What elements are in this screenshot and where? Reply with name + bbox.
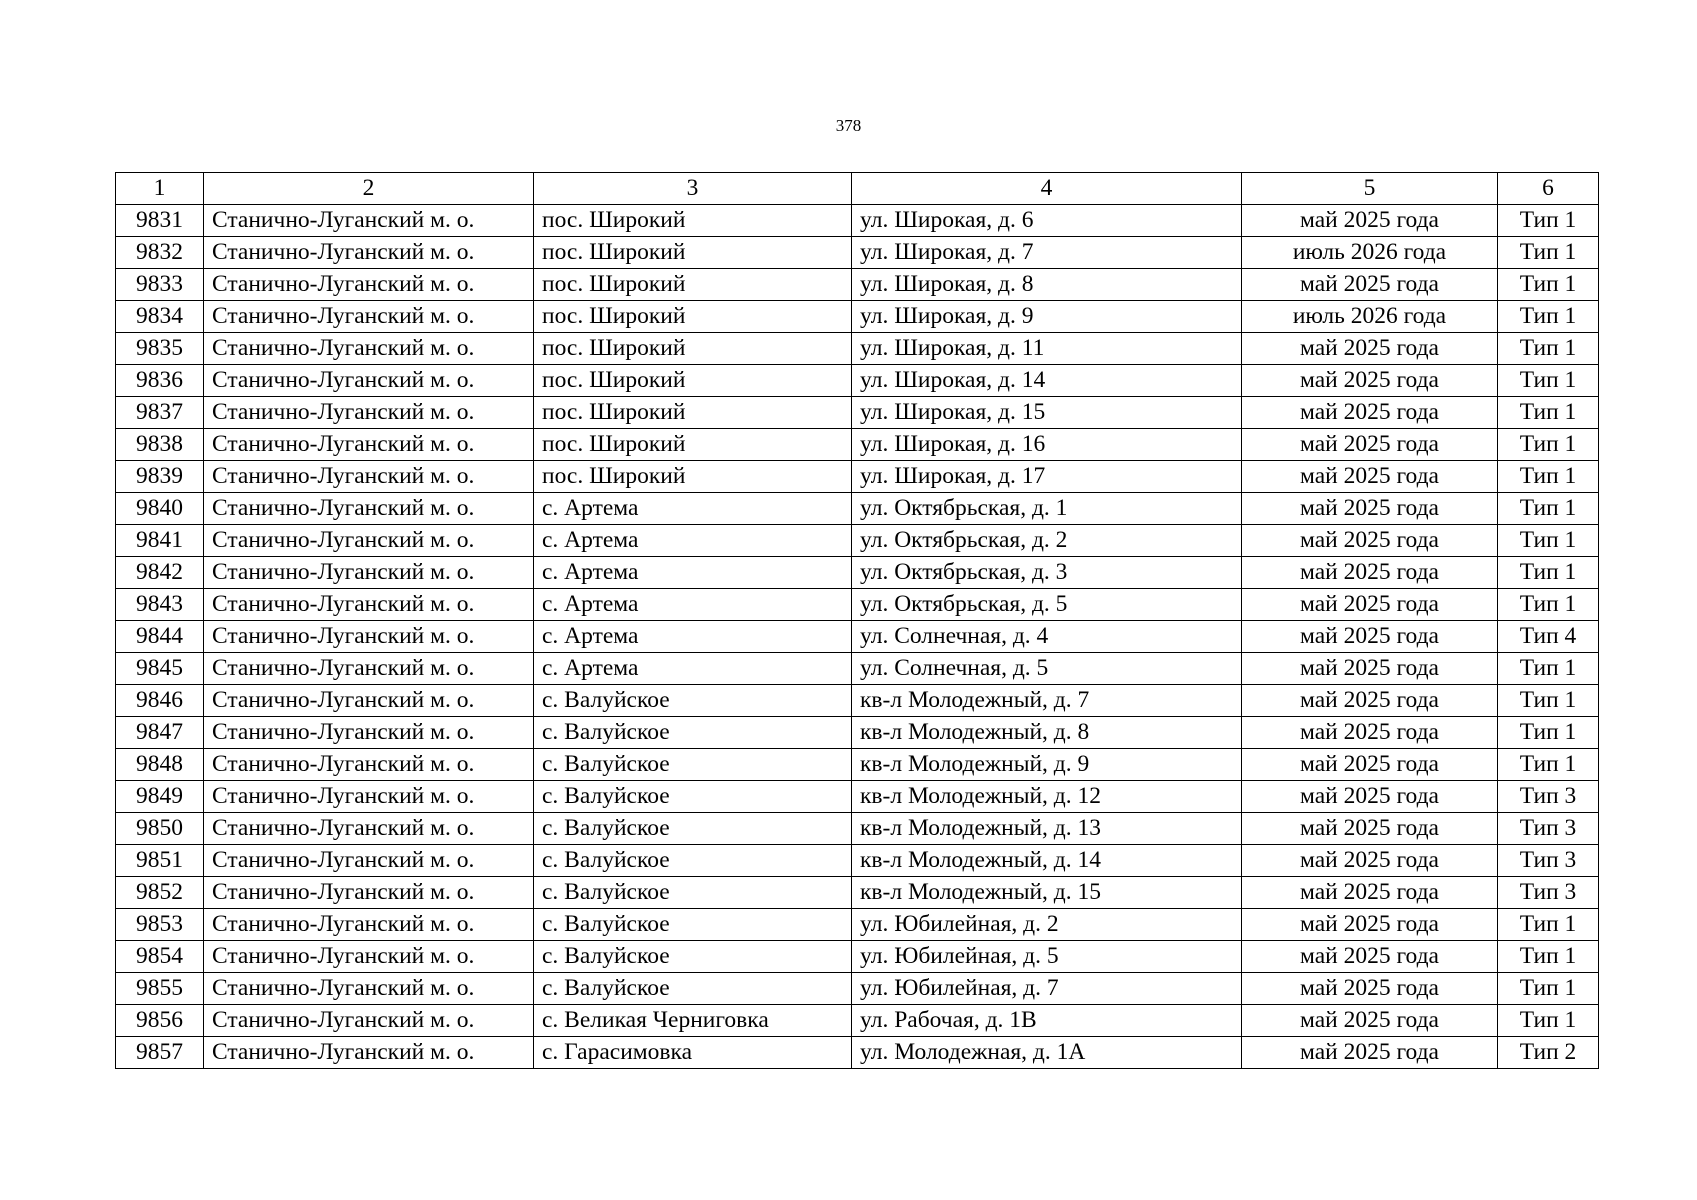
date-cell: май 2025 года	[1242, 749, 1498, 781]
type-cell: Тип 3	[1498, 845, 1599, 877]
row-number-cell: 9837	[116, 397, 204, 429]
table-row	[116, 333, 1599, 365]
row-number-cell: 9843	[116, 589, 204, 621]
address-cell: ул. Рабочая, д. 1В	[852, 1005, 1242, 1037]
settlement-cell: с. Валуйское	[534, 781, 852, 813]
settlement-cell: с. Валуйское	[534, 909, 852, 941]
settlement-cell: пос. Широкий	[534, 205, 852, 237]
table-row	[116, 973, 1599, 1005]
table-header-row	[116, 173, 1599, 205]
municipality-cell: Станично-Луганский м. о.	[204, 205, 534, 237]
municipality-cell: Станично-Луганский м. о.	[204, 589, 534, 621]
page-number: 378	[835, 116, 862, 135]
type-cell: Тип 1	[1498, 909, 1599, 941]
address-cell: кв-л Молодежный, д. 8	[852, 717, 1242, 749]
type-cell: Тип 1	[1498, 493, 1599, 525]
table-row	[116, 749, 1599, 781]
table-row	[116, 589, 1599, 621]
settlement-cell: с. Валуйское	[534, 877, 852, 909]
table-row	[116, 301, 1599, 333]
row-number-cell: 9855	[116, 973, 204, 1005]
column-header-3: 3	[534, 173, 852, 205]
settlement-cell: с. Артема	[534, 589, 852, 621]
date-cell: май 2025 года	[1242, 333, 1498, 365]
date-cell: май 2025 года	[1242, 685, 1498, 717]
type-cell: Тип 1	[1498, 973, 1599, 1005]
row-number-cell: 9835	[116, 333, 204, 365]
row-number-cell: 9844	[116, 621, 204, 653]
address-cell: ул. Юбилейная, д. 7	[852, 973, 1242, 1005]
table-row	[116, 237, 1599, 269]
table-row	[116, 941, 1599, 973]
municipality-cell: Станично-Луганский м. о.	[204, 813, 534, 845]
date-cell: май 2025 года	[1242, 877, 1498, 909]
date-cell: май 2025 года	[1242, 365, 1498, 397]
settlement-cell: пос. Широкий	[534, 365, 852, 397]
settlement-cell: с. Валуйское	[534, 813, 852, 845]
type-cell: Тип 3	[1498, 781, 1599, 813]
table-row	[116, 493, 1599, 525]
date-cell: май 2025 года	[1242, 557, 1498, 589]
address-cell: ул. Октябрьская, д. 1	[852, 493, 1242, 525]
table-row	[116, 205, 1599, 237]
type-cell: Тип 1	[1498, 589, 1599, 621]
municipality-cell: Станично-Луганский м. о.	[204, 429, 534, 461]
address-cell: кв-л Молодежный, д. 7	[852, 685, 1242, 717]
settlement-cell: с. Валуйское	[534, 973, 852, 1005]
row-number-cell: 9839	[116, 461, 204, 493]
row-number-cell: 9840	[116, 493, 204, 525]
type-cell: Тип 1	[1498, 717, 1599, 749]
date-cell: май 2025 года	[1242, 461, 1498, 493]
address-cell: ул. Октябрьская, д. 5	[852, 589, 1242, 621]
municipality-cell: Станично-Луганский м. о.	[204, 333, 534, 365]
table-row	[116, 365, 1599, 397]
table-row	[116, 717, 1599, 749]
address-cell: ул. Широкая, д. 6	[852, 205, 1242, 237]
type-cell: Тип 1	[1498, 749, 1599, 781]
municipality-cell: Станично-Луганский м. о.	[204, 909, 534, 941]
type-cell: Тип 1	[1498, 333, 1599, 365]
table-row	[116, 845, 1599, 877]
address-cell: ул. Солнечная, д. 4	[852, 621, 1242, 653]
municipality-cell: Станично-Луганский м. о.	[204, 941, 534, 973]
date-cell: май 2025 года	[1242, 781, 1498, 813]
address-cell: кв-л Молодежный, д. 12	[852, 781, 1242, 813]
settlement-cell: пос. Широкий	[534, 269, 852, 301]
table-row	[116, 269, 1599, 301]
table-row	[116, 909, 1599, 941]
date-cell: май 2025 года	[1242, 525, 1498, 557]
date-cell: май 2025 года	[1242, 941, 1498, 973]
municipality-cell: Станично-Луганский м. о.	[204, 621, 534, 653]
address-cell: кв-л Молодежный, д. 14	[852, 845, 1242, 877]
row-number-cell: 9846	[116, 685, 204, 717]
type-cell: Тип 1	[1498, 301, 1599, 333]
settlement-cell: пос. Широкий	[534, 333, 852, 365]
type-cell: Тип 1	[1498, 685, 1599, 717]
address-cell: ул. Широкая, д. 9	[852, 301, 1242, 333]
municipality-cell: Станично-Луганский м. о.	[204, 461, 534, 493]
settlement-cell: пос. Широкий	[534, 461, 852, 493]
address-cell: ул. Широкая, д. 7	[852, 237, 1242, 269]
address-cell: кв-л Молодежный, д. 15	[852, 877, 1242, 909]
settlement-cell: с. Артема	[534, 557, 852, 589]
municipality-cell: Станично-Луганский м. о.	[204, 269, 534, 301]
municipality-cell: Станично-Луганский м. о.	[204, 877, 534, 909]
row-number-cell: 9857	[116, 1037, 204, 1069]
date-cell: май 2025 года	[1242, 909, 1498, 941]
table-body	[116, 173, 1599, 1069]
address-cell: ул. Молодежная, д. 1А	[852, 1037, 1242, 1069]
municipality-cell: Станично-Луганский м. о.	[204, 365, 534, 397]
row-number-cell: 9832	[116, 237, 204, 269]
address-cell: ул. Широкая, д. 16	[852, 429, 1242, 461]
column-header-4: 4	[852, 173, 1242, 205]
column-header-6: 6	[1498, 173, 1599, 205]
municipality-cell: Станично-Луганский м. о.	[204, 781, 534, 813]
municipality-cell: Станично-Луганский м. о.	[204, 653, 534, 685]
row-number-cell: 9842	[116, 557, 204, 589]
settlement-cell: с. Артема	[534, 493, 852, 525]
municipality-cell: Станично-Луганский м. о.	[204, 397, 534, 429]
date-cell: май 2025 года	[1242, 1037, 1498, 1069]
row-number-cell: 9831	[116, 205, 204, 237]
address-cell: ул. Юбилейная, д. 5	[852, 941, 1242, 973]
row-number-cell: 9847	[116, 717, 204, 749]
settlement-cell: с. Гарасимовка	[534, 1037, 852, 1069]
type-cell: Тип 4	[1498, 621, 1599, 653]
row-number-cell: 9834	[116, 301, 204, 333]
type-cell: Тип 1	[1498, 1005, 1599, 1037]
date-cell: май 2025 года	[1242, 269, 1498, 301]
settlement-cell: с. Артема	[534, 621, 852, 653]
date-cell: май 2025 года	[1242, 429, 1498, 461]
row-number-cell: 9845	[116, 653, 204, 685]
settlement-cell: пос. Широкий	[534, 429, 852, 461]
settlement-cell: пос. Широкий	[534, 397, 852, 429]
type-cell: Тип 1	[1498, 269, 1599, 301]
type-cell: Тип 3	[1498, 877, 1599, 909]
municipality-cell: Станично-Луганский м. о.	[204, 1005, 534, 1037]
type-cell: Тип 1	[1498, 429, 1599, 461]
municipality-cell: Станично-Луганский м. о.	[204, 525, 534, 557]
date-cell: май 2025 года	[1242, 621, 1498, 653]
municipality-cell: Станично-Луганский м. о.	[204, 749, 534, 781]
row-number-cell: 9833	[116, 269, 204, 301]
municipality-cell: Станично-Луганский м. о.	[204, 557, 534, 589]
row-number-cell: 9850	[116, 813, 204, 845]
date-cell: май 2025 года	[1242, 205, 1498, 237]
column-header-5: 5	[1242, 173, 1498, 205]
address-cell: ул. Широкая, д. 14	[852, 365, 1242, 397]
settlement-cell: пос. Широкий	[534, 301, 852, 333]
date-cell: май 2025 года	[1242, 813, 1498, 845]
table-row	[116, 1037, 1599, 1069]
municipality-cell: Станично-Луганский м. о.	[204, 685, 534, 717]
date-cell: май 2025 года	[1242, 973, 1498, 1005]
address-cell: ул. Широкая, д. 17	[852, 461, 1242, 493]
settlement-cell: с. Валуйское	[534, 749, 852, 781]
address-cell: ул. Широкая, д. 8	[852, 269, 1242, 301]
settlement-cell: с. Артема	[534, 653, 852, 685]
settlement-cell: с. Артема	[534, 525, 852, 557]
row-number-cell: 9836	[116, 365, 204, 397]
table-row	[116, 685, 1599, 717]
column-header-1: 1	[116, 173, 204, 205]
municipality-cell: Станично-Луганский м. о.	[204, 237, 534, 269]
address-cell: кв-л Молодежный, д. 13	[852, 813, 1242, 845]
table-row	[116, 557, 1599, 589]
type-cell: Тип 1	[1498, 205, 1599, 237]
table-row	[116, 653, 1599, 685]
row-number-cell: 9841	[116, 525, 204, 557]
settlement-cell: пос. Широкий	[534, 237, 852, 269]
type-cell: Тип 1	[1498, 525, 1599, 557]
row-number-cell: 9838	[116, 429, 204, 461]
settlement-cell: с. Великая Черниговка	[534, 1005, 852, 1037]
type-cell: Тип 1	[1498, 365, 1599, 397]
municipality-cell: Станично-Луганский м. о.	[204, 301, 534, 333]
register-table	[115, 172, 1599, 1069]
column-header-2: 2	[204, 173, 534, 205]
table-row	[116, 397, 1599, 429]
table-row	[116, 525, 1599, 557]
date-cell: июль 2026 года	[1242, 301, 1498, 333]
type-cell: Тип 1	[1498, 653, 1599, 685]
address-cell: ул. Октябрьская, д. 2	[852, 525, 1242, 557]
date-cell: июль 2026 года	[1242, 237, 1498, 269]
date-cell: май 2025 года	[1242, 845, 1498, 877]
row-number-cell: 9853	[116, 909, 204, 941]
address-cell: ул. Солнечная, д. 5	[852, 653, 1242, 685]
address-cell: кв-л Молодежный, д. 9	[852, 749, 1242, 781]
date-cell: май 2025 года	[1242, 397, 1498, 429]
type-cell: Тип 1	[1498, 397, 1599, 429]
row-number-cell: 9854	[116, 941, 204, 973]
date-cell: май 2025 года	[1242, 1005, 1498, 1037]
table-row	[116, 461, 1599, 493]
settlement-cell: с. Валуйское	[534, 845, 852, 877]
type-cell: Тип 1	[1498, 557, 1599, 589]
table-row	[116, 813, 1599, 845]
municipality-cell: Станично-Луганский м. о.	[204, 973, 534, 1005]
settlement-cell: с. Валуйское	[534, 941, 852, 973]
municipality-cell: Станично-Луганский м. о.	[204, 845, 534, 877]
date-cell: май 2025 года	[1242, 653, 1498, 685]
municipality-cell: Станично-Луганский м. о.	[204, 1037, 534, 1069]
row-number-cell: 9852	[116, 877, 204, 909]
row-number-cell: 9851	[116, 845, 204, 877]
type-cell: Тип 1	[1498, 461, 1599, 493]
row-number-cell: 9848	[116, 749, 204, 781]
settlement-cell: с. Валуйское	[534, 717, 852, 749]
date-cell: май 2025 года	[1242, 717, 1498, 749]
table-row	[116, 781, 1599, 813]
type-cell: Тип 1	[1498, 941, 1599, 973]
table-row	[116, 877, 1599, 909]
address-cell: ул. Октябрьская, д. 3	[852, 557, 1242, 589]
type-cell: Тип 3	[1498, 813, 1599, 845]
table-row	[116, 1005, 1599, 1037]
municipality-cell: Станично-Луганский м. о.	[204, 717, 534, 749]
municipality-cell: Станично-Луганский м. о.	[204, 493, 534, 525]
settlement-cell: с. Валуйское	[534, 685, 852, 717]
address-cell: ул. Широкая, д. 15	[852, 397, 1242, 429]
type-cell: Тип 2	[1498, 1037, 1599, 1069]
type-cell: Тип 1	[1498, 237, 1599, 269]
date-cell: май 2025 года	[1242, 493, 1498, 525]
table-row	[116, 429, 1599, 461]
row-number-cell: 9856	[116, 1005, 204, 1037]
date-cell: май 2025 года	[1242, 589, 1498, 621]
table-row	[116, 621, 1599, 653]
address-cell: ул. Широкая, д. 11	[852, 333, 1242, 365]
address-cell: ул. Юбилейная, д. 2	[852, 909, 1242, 941]
row-number-cell: 9849	[116, 781, 204, 813]
